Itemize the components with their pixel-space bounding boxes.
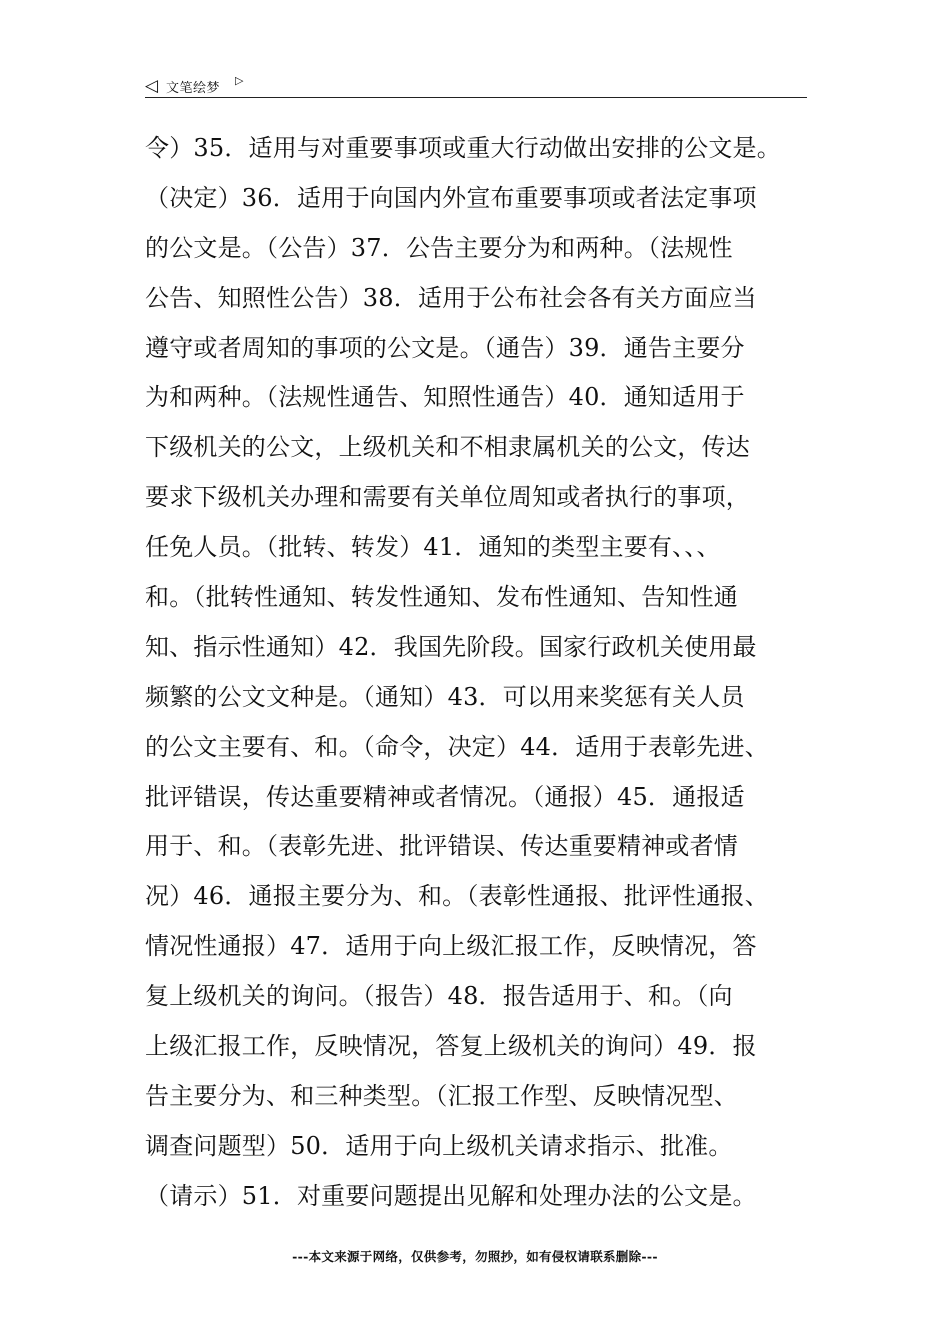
body-line: 任免人员。（批转、转发）41．通知的类型主要有、、、 xyxy=(145,533,721,562)
footer-disclaimer: ---本文来源于网络，仅供参考，勿照抄，如有侵权请联系删除--- xyxy=(292,1249,658,1264)
body-line: 的公文主要有、和。（命令，决定）44．适用于表彰先进、 xyxy=(145,732,769,761)
page-header xyxy=(145,74,807,98)
body-line: 要求下级机关办理和需要有关单位周知或者执行的事项， xyxy=(145,483,750,512)
body-line: 批评错误，传达重要精神或者情况。（通报）45．通报适 xyxy=(145,782,745,811)
body-line: （决定）36．适用于向国内外宣布重要事项或者法定事项 xyxy=(145,183,757,212)
body-line: 告主要分为、和三种类型。（汇报工作型、反映情况型、 xyxy=(145,1081,738,1110)
body-line: 下级机关的公文，上级机关和不相隶属机关的公文，传达 xyxy=(145,433,750,462)
body-line: 用于、和。（表彰先进、批评错误、传达重要精神或者情 xyxy=(145,832,738,861)
body-line: 上级汇报工作，反映情况，答复上级机关的询问）49．报 xyxy=(145,1032,757,1061)
triangle-left-icon: ◁ xyxy=(145,76,159,96)
body-line: 令）35．适用与对重要事项或重大行动做出安排的公文是。 xyxy=(145,134,781,162)
body-line: 和。（批转性通知、转发性通知、发布性通知、告知性通 xyxy=(145,583,738,612)
header-title: 文笔绘梦 xyxy=(166,81,221,96)
body-line: 复上级机关的询问。（报告）48．报告适用于、和。（向 xyxy=(145,982,733,1011)
triangle-right-icon: ▷ xyxy=(235,74,244,87)
header-rule xyxy=(145,97,807,98)
body-line: 为和两种。（法规性通告、知照性通告）40．通知适用于 xyxy=(145,383,745,412)
body-line: 情况性通报）47．适用于向上级汇报工作，反映情况，答 xyxy=(145,932,757,961)
body-line: 知、指示性通知）42．我国先阶段。国家行政机关使用最 xyxy=(145,632,757,661)
body-line: 遵守或者周知的事项的公文是。（通告）39．通告主要分 xyxy=(145,333,745,362)
body-line: 频繁的公文文种是。（通知）43．可以用来奖惩有关人员 xyxy=(145,682,745,711)
body-line: 的公文是。（公告）37．公告主要分为和两种。（法规性 xyxy=(145,233,733,262)
body-line: （请示）51．对重要问题提出见解和处理办法的公文是。 xyxy=(145,1181,757,1210)
body-line: 调查问题型）50．适用于向上级机关请求指示、批准。 xyxy=(145,1131,733,1160)
document-body xyxy=(145,124,835,1222)
body-line: 公告、知照性公告）38．适用于公布社会各有关方面应当 xyxy=(145,283,757,312)
body-line: 况）46．通报主要分为、和。（表彰性通报、批评性通报、 xyxy=(145,882,769,911)
